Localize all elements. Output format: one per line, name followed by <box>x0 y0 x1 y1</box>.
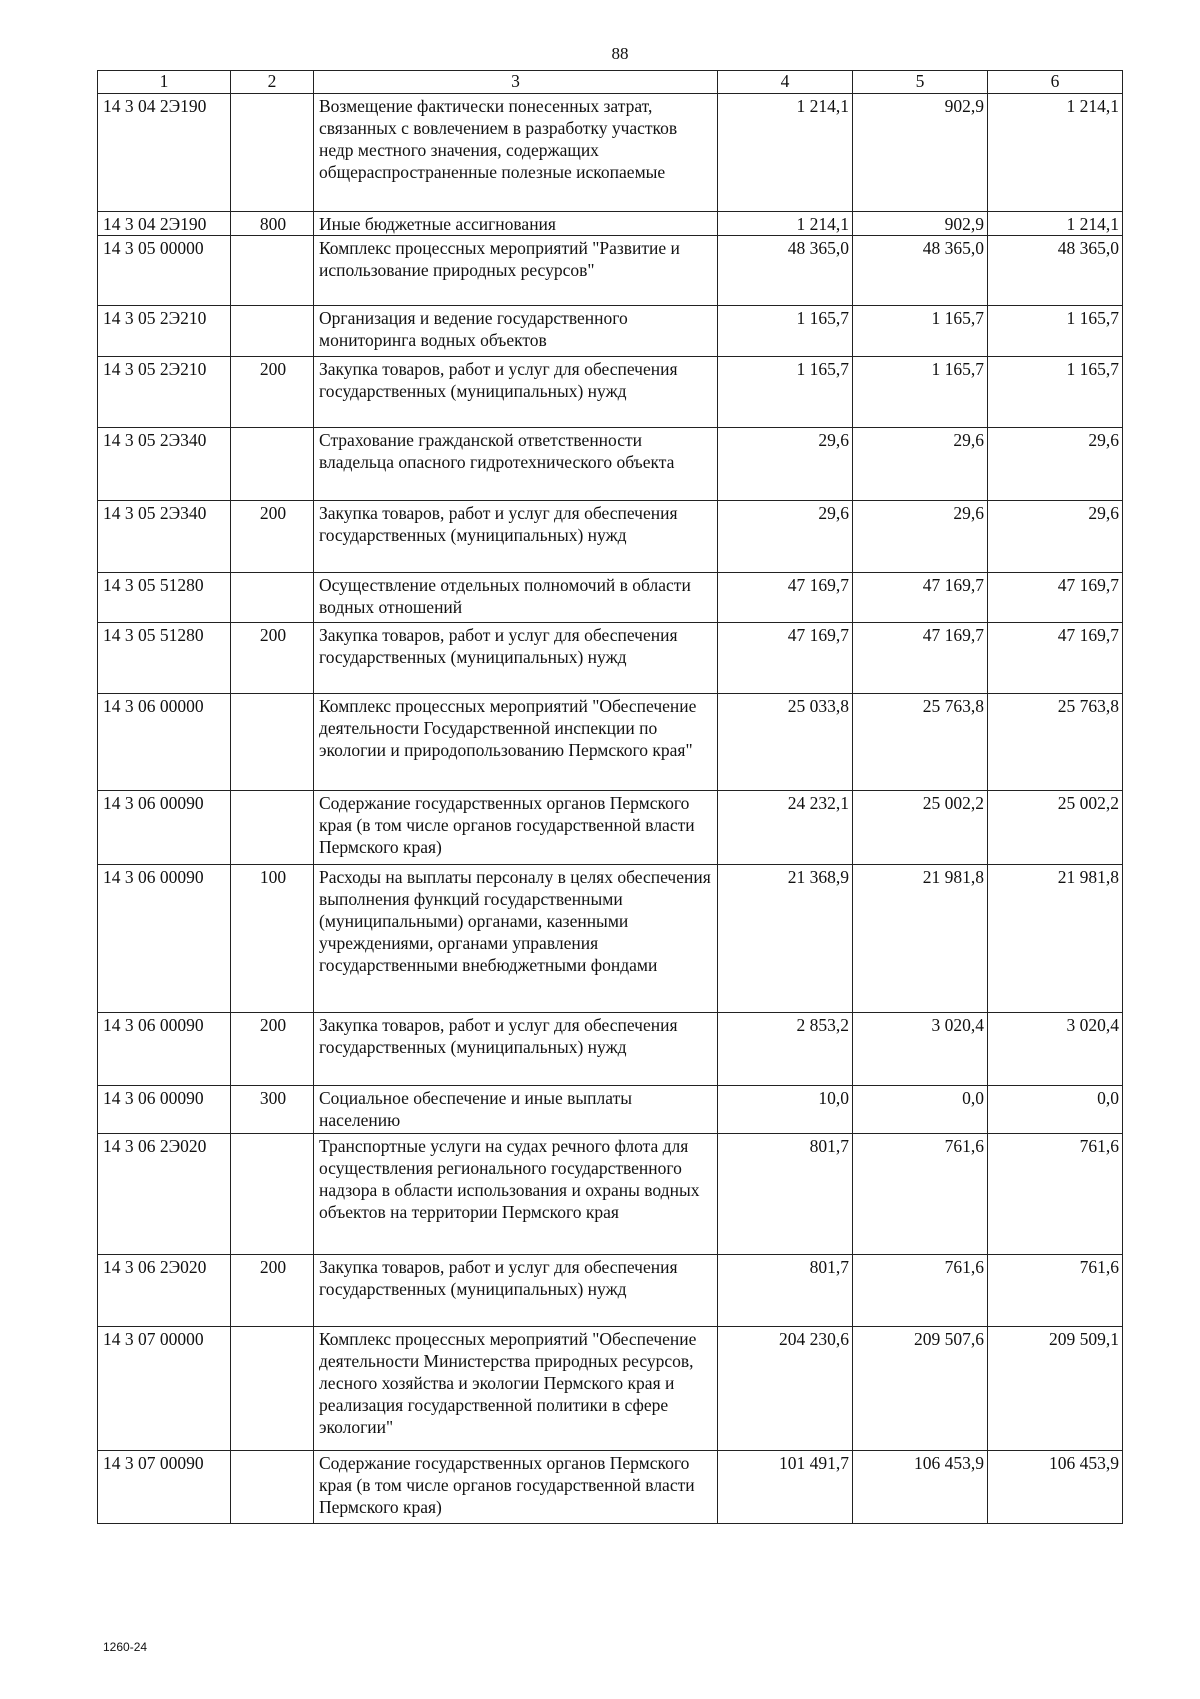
table-row <box>98 865 1123 1013</box>
row-value-col6: 106 453,9 <box>988 1451 1123 1524</box>
row-code: 14 3 06 00000 <box>98 694 231 791</box>
row-value-col4: 29,6 <box>718 501 853 573</box>
row-value-col5: 1 165,7 <box>853 306 988 357</box>
table-row <box>98 1255 1123 1327</box>
row-value-col4: 21 368,9 <box>718 865 853 1013</box>
row-value-col4: 1 165,7 <box>718 357 853 428</box>
row-code: 14 3 07 00000 <box>98 1327 231 1451</box>
row-value-col6: 1 214,1 <box>988 212 1123 236</box>
table-row <box>98 623 1123 694</box>
row-name: Комплекс процессных мероприятий "Обеспечение деятельности Государственной инспекции по экологии и природопользованию Пермского края" <box>314 694 718 791</box>
row-value-col4: 1 214,1 <box>718 94 853 212</box>
row-expense-type <box>231 694 314 791</box>
row-expense-type: 200 <box>231 1255 314 1327</box>
row-expense-type <box>231 1327 314 1451</box>
row-name: Организация и ведение государственного мониторинга водных объектов <box>314 306 718 357</box>
row-value-col4: 101 491,7 <box>718 1451 853 1524</box>
table-row <box>98 694 1123 791</box>
table-row <box>98 1327 1123 1451</box>
row-expense-type: 200 <box>231 1013 314 1086</box>
row-value-col4: 25 033,8 <box>718 694 853 791</box>
row-code: 14 3 05 00000 <box>98 236 231 306</box>
row-value-col6: 1 214,1 <box>988 94 1123 212</box>
row-name: Осуществление отдельных полномочий в области водных отношений <box>314 573 718 623</box>
row-value-col6: 1 165,7 <box>988 306 1123 357</box>
row-code: 14 3 04 2Э190 <box>98 94 231 212</box>
row-name: Закупка товаров, работ и услуг для обеспечения государственных (муниципальных) нужд <box>314 1013 718 1086</box>
row-name: Закупка товаров, работ и услуг для обеспечения государственных (муниципальных) нужд <box>314 1255 718 1327</box>
row-expense-type: 200 <box>231 357 314 428</box>
row-value-col5: 902,9 <box>853 212 988 236</box>
row-name: Комплекс процессных мероприятий "Обеспечение деятельности Министерства природных ресурсов, лесного хозяйства и экологии Пермского края и реализация государственной политики в сфере экологии" <box>314 1327 718 1451</box>
header-col-1: 1 <box>98 71 231 94</box>
row-value-col5: 25 763,8 <box>853 694 988 791</box>
row-code: 14 3 05 2Э340 <box>98 501 231 573</box>
row-expense-type <box>231 428 314 501</box>
budget-table <box>97 70 1123 1524</box>
header-col-4: 4 <box>718 71 853 94</box>
table-row <box>98 236 1123 306</box>
row-code: 14 3 06 00090 <box>98 865 231 1013</box>
row-value-col4: 10,0 <box>718 1086 853 1134</box>
row-code: 14 3 06 2Э020 <box>98 1255 231 1327</box>
table-row <box>98 501 1123 573</box>
row-code: 14 3 06 00090 <box>98 791 231 865</box>
row-expense-type <box>231 1451 314 1524</box>
table-row <box>98 1451 1123 1524</box>
row-value-col5: 47 169,7 <box>853 573 988 623</box>
row-expense-type: 100 <box>231 865 314 1013</box>
row-expense-type: 800 <box>231 212 314 236</box>
table-row <box>98 791 1123 865</box>
row-name: Содержание государственных органов Пермского края (в том числе органов государственной власти Пермского края) <box>314 791 718 865</box>
row-value-col4: 801,7 <box>718 1255 853 1327</box>
row-expense-type: 200 <box>231 623 314 694</box>
table-row <box>98 212 1123 236</box>
row-code: 14 3 05 51280 <box>98 573 231 623</box>
row-value-col5: 106 453,9 <box>853 1451 988 1524</box>
header-col-2: 2 <box>231 71 314 94</box>
row-name: Закупка товаров, работ и услуг для обеспечения государственных (муниципальных) нужд <box>314 501 718 573</box>
row-value-col4: 24 232,1 <box>718 791 853 865</box>
row-value-col5: 29,6 <box>853 428 988 501</box>
table-row <box>98 1013 1123 1086</box>
row-expense-type <box>231 94 314 212</box>
row-name: Социальное обеспечение и иные выплаты населению <box>314 1086 718 1134</box>
table-row <box>98 573 1123 623</box>
page-number: 88 <box>611 44 629 63</box>
row-name: Транспортные услуги на судах речного флота для осуществления регионального государственного надзора в области использования и охраны водных объектов на территории Пермского края <box>314 1134 718 1255</box>
row-value-col6: 47 169,7 <box>988 623 1123 694</box>
row-name: Возмещение фактически понесенных затрат, связанных с вовлечением в разработку участков недр местного значения, содержащих общераспространенные полезные ископаемые <box>314 94 718 212</box>
row-value-col5: 3 020,4 <box>853 1013 988 1086</box>
row-expense-type <box>231 791 314 865</box>
row-name: Содержание государственных органов Пермского края (в том числе органов государственной власти Пермского края) <box>314 1451 718 1524</box>
row-value-col6: 3 020,4 <box>988 1013 1123 1086</box>
row-value-col4: 47 169,7 <box>718 623 853 694</box>
row-value-col6: 48 365,0 <box>988 236 1123 306</box>
table-row <box>98 306 1123 357</box>
row-expense-type <box>231 1134 314 1255</box>
header-col-3: 3 <box>314 71 718 94</box>
row-value-col6: 761,6 <box>988 1255 1123 1327</box>
row-code: 14 3 06 00090 <box>98 1086 231 1134</box>
row-value-col5: 25 002,2 <box>853 791 988 865</box>
row-value-col4: 1 165,7 <box>718 306 853 357</box>
table-row <box>98 1134 1123 1255</box>
row-value-col5: 0,0 <box>853 1086 988 1134</box>
header-col-6: 6 <box>988 71 1123 94</box>
row-value-col5: 48 365,0 <box>853 236 988 306</box>
table-row <box>98 1086 1123 1134</box>
row-value-col6: 29,6 <box>988 428 1123 501</box>
row-value-col6: 0,0 <box>988 1086 1123 1134</box>
row-value-col6: 209 509,1 <box>988 1327 1123 1451</box>
row-code: 14 3 06 2Э020 <box>98 1134 231 1255</box>
row-name: Закупка товаров, работ и услуг для обеспечения государственных (муниципальных) нужд <box>314 623 718 694</box>
row-value-col5: 902,9 <box>853 94 988 212</box>
row-value-col4: 29,6 <box>718 428 853 501</box>
row-value-col5: 1 165,7 <box>853 357 988 428</box>
row-value-col4: 801,7 <box>718 1134 853 1255</box>
table-row <box>98 357 1123 428</box>
row-code: 14 3 05 2Э210 <box>98 357 231 428</box>
row-value-col6: 25 002,2 <box>988 791 1123 865</box>
row-name: Комплекс процессных мероприятий "Развитие и использование природных ресурсов" <box>314 236 718 306</box>
row-name: Страхование гражданской ответственности владельца опасного гидротехнического объекта <box>314 428 718 501</box>
document-footer-code: 1260-24 <box>103 1640 148 1654</box>
row-value-col6: 29,6 <box>988 501 1123 573</box>
row-expense-type: 200 <box>231 501 314 573</box>
row-code: 14 3 06 00090 <box>98 1013 231 1086</box>
row-name: Иные бюджетные ассигнования <box>314 212 718 236</box>
row-value-col6: 21 981,8 <box>988 865 1123 1013</box>
table-header-row <box>98 71 1123 94</box>
row-expense-type <box>231 573 314 623</box>
row-value-col5: 21 981,8 <box>853 865 988 1013</box>
row-value-col6: 1 165,7 <box>988 357 1123 428</box>
header-col-5: 5 <box>853 71 988 94</box>
row-value-col5: 47 169,7 <box>853 623 988 694</box>
row-value-col4: 1 214,1 <box>718 212 853 236</box>
row-code: 14 3 05 51280 <box>98 623 231 694</box>
row-value-col6: 25 763,8 <box>988 694 1123 791</box>
row-value-col5: 29,6 <box>853 501 988 573</box>
row-value-col6: 47 169,7 <box>988 573 1123 623</box>
row-value-col5: 209 507,6 <box>853 1327 988 1451</box>
row-code: 14 3 04 2Э190 <box>98 212 231 236</box>
row-expense-type <box>231 306 314 357</box>
row-code: 14 3 05 2Э210 <box>98 306 231 357</box>
row-name: Закупка товаров, работ и услуг для обеспечения государственных (муниципальных) нужд <box>314 357 718 428</box>
row-code: 14 3 05 2Э340 <box>98 428 231 501</box>
row-value-col5: 761,6 <box>853 1134 988 1255</box>
row-name: Расходы на выплаты персоналу в целях обеспечения выполнения функций государственными (муниципальными) органами, казенными учреждениями, органами управления государственными внебюджетными фондами <box>314 865 718 1013</box>
row-value-col4: 204 230,6 <box>718 1327 853 1451</box>
row-code: 14 3 07 00090 <box>98 1451 231 1524</box>
row-expense-type <box>231 236 314 306</box>
row-value-col6: 761,6 <box>988 1134 1123 1255</box>
row-value-col4: 47 169,7 <box>718 573 853 623</box>
row-expense-type: 300 <box>231 1086 314 1134</box>
table-row <box>98 94 1123 212</box>
table-row <box>98 428 1123 501</box>
row-value-col4: 48 365,0 <box>718 236 853 306</box>
row-value-col4: 2 853,2 <box>718 1013 853 1086</box>
row-value-col5: 761,6 <box>853 1255 988 1327</box>
